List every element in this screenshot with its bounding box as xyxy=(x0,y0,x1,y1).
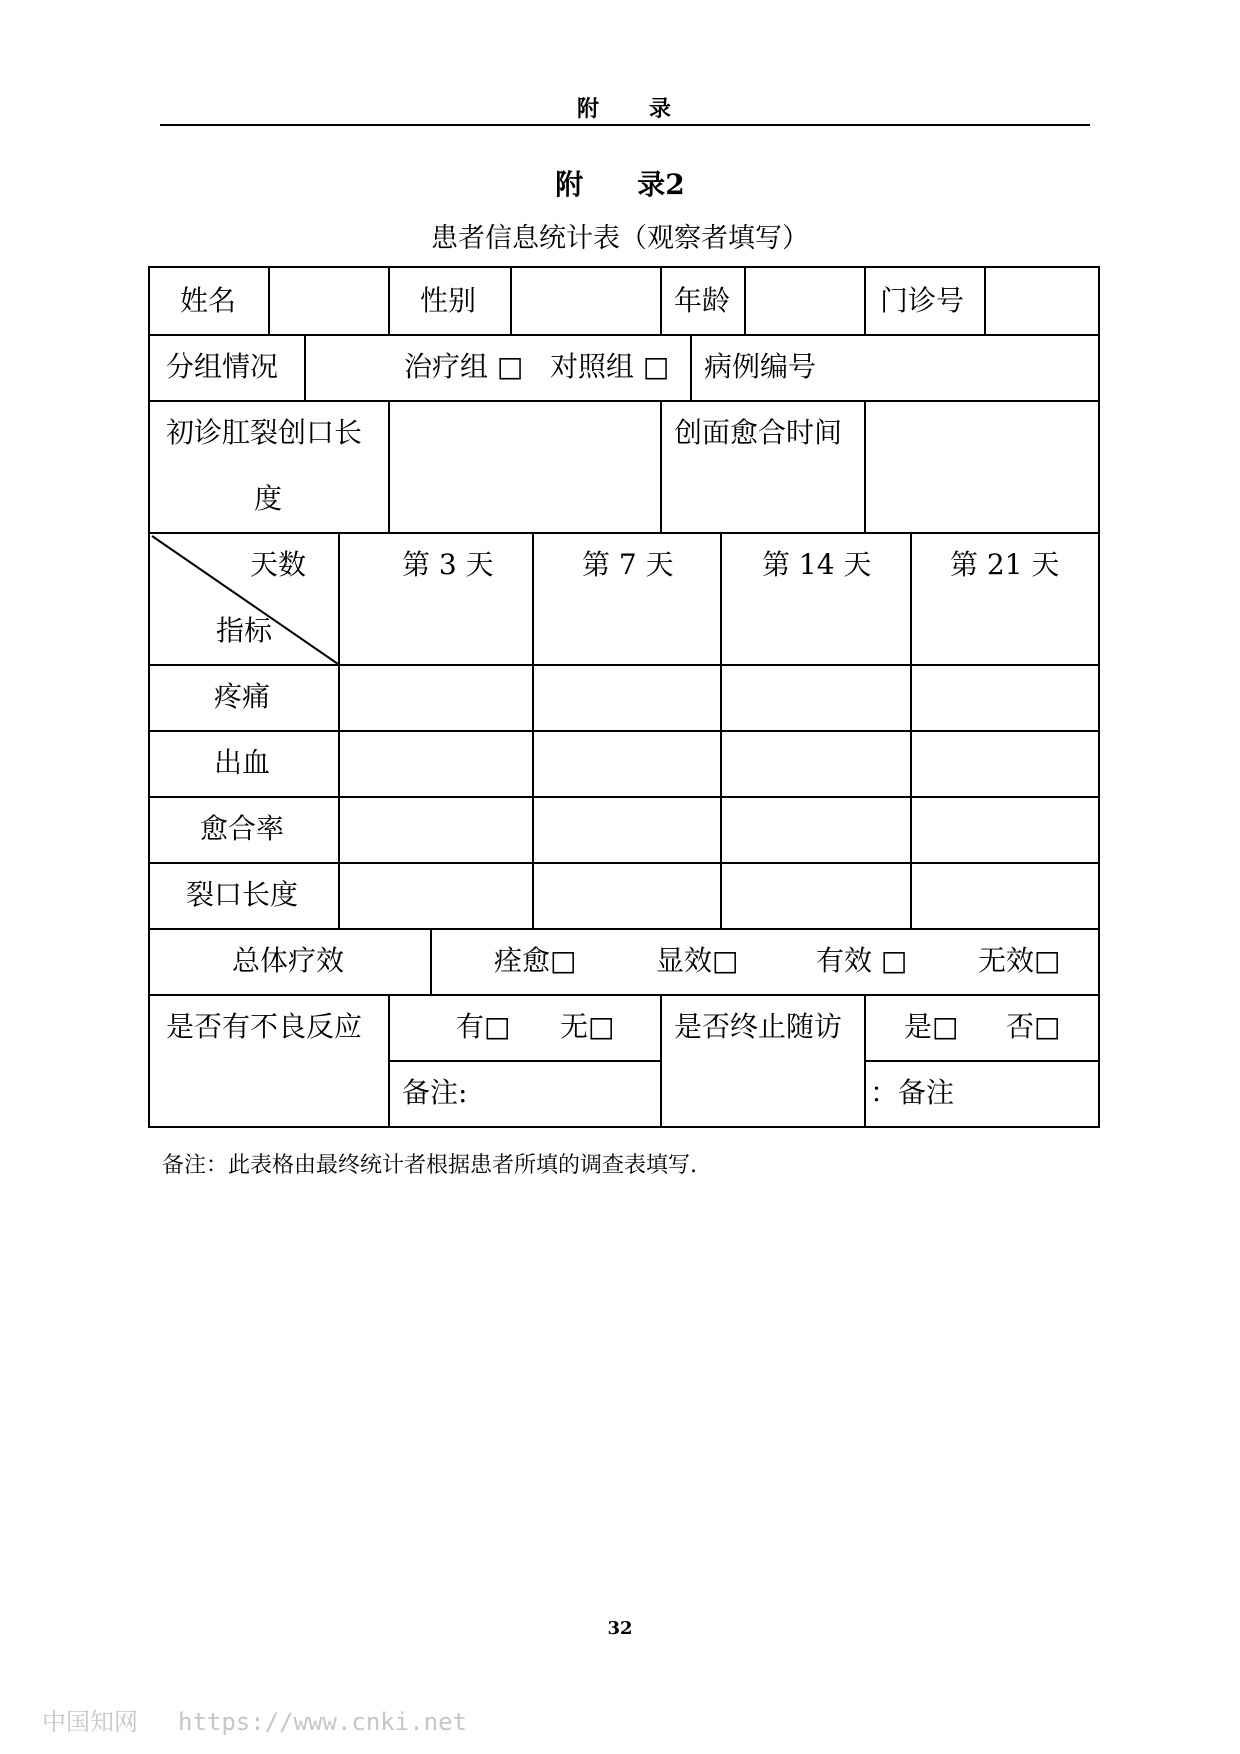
indicator-healing-rate: 愈合率 xyxy=(200,812,285,845)
adverse-yes-option[interactable]: 有□ xyxy=(456,1010,511,1043)
watermark-brand: 中国知网 xyxy=(42,1708,138,1736)
indicator-header: 指标 xyxy=(216,614,273,647)
header-rule xyxy=(160,124,1090,126)
col-line xyxy=(720,532,722,928)
running-header-right: 录 xyxy=(649,96,674,122)
col-line xyxy=(430,928,432,994)
col-line xyxy=(910,532,912,928)
group-label: 分组情况 xyxy=(166,350,279,383)
day-21-header: 第 21 天 xyxy=(950,548,1060,581)
row-line xyxy=(150,400,1098,402)
remark-left: 备注: xyxy=(402,1076,468,1109)
terminate-yes-option[interactable]: 是□ xyxy=(904,1010,959,1043)
adverse-reaction-label: 是否有不良反应 xyxy=(166,1010,363,1043)
clinic-number-label: 门诊号 xyxy=(880,284,965,317)
col-line xyxy=(388,994,390,1126)
row-line xyxy=(150,334,1098,336)
col-line xyxy=(268,268,270,334)
name-label: 姓名 xyxy=(180,284,237,317)
appendix-title-right: 录2 xyxy=(637,168,685,201)
watermark-url: https://www.cnki.net xyxy=(178,1708,467,1736)
appendix-title-left: 附 xyxy=(555,168,584,201)
running-header xyxy=(160,92,1090,123)
col-line xyxy=(744,268,746,334)
col-line xyxy=(660,268,662,334)
efficacy-marked-option[interactable]: 显效□ xyxy=(656,944,739,977)
row-line xyxy=(864,1060,1098,1062)
efficacy-effective-option[interactable]: 有效 □ xyxy=(816,944,908,977)
col-line xyxy=(984,268,986,334)
row-line xyxy=(388,1060,660,1062)
terminate-no-option[interactable]: 否□ xyxy=(1006,1010,1061,1043)
healing-time-label: 创面愈合时间 xyxy=(674,416,843,449)
page-number: 32 xyxy=(607,1618,633,1639)
row-line xyxy=(150,730,1098,732)
patient-info-form xyxy=(148,266,1100,1128)
form-subtitle: 患者信息统计表（观察者填写） xyxy=(431,223,809,254)
col-line xyxy=(304,334,306,400)
remark-right: ：备注 xyxy=(870,1076,955,1109)
treatment-group-option[interactable]: 治疗组 □ xyxy=(404,350,524,383)
days-header: 天数 xyxy=(250,548,307,581)
col-line xyxy=(510,268,512,334)
col-line xyxy=(864,400,866,532)
row-line xyxy=(150,994,1098,996)
indicator-fissure-length: 裂口长度 xyxy=(186,878,299,911)
col-line xyxy=(660,994,662,1126)
day-7-header: 第 7 天 xyxy=(582,548,674,581)
row-line xyxy=(150,928,1098,930)
col-line xyxy=(388,400,390,532)
col-line xyxy=(388,268,390,334)
col-line xyxy=(532,532,534,928)
adverse-no-option[interactable]: 无□ xyxy=(560,1010,615,1043)
appendix-title xyxy=(0,163,1240,203)
case-number-label: 病例编号 xyxy=(704,350,817,383)
age-label: 年龄 xyxy=(674,284,731,317)
col-line xyxy=(864,994,866,1126)
watermark xyxy=(42,1702,467,1737)
control-group-option[interactable]: 对照组 □ xyxy=(550,350,670,383)
gender-label: 性别 xyxy=(420,284,477,317)
indicator-bleeding: 出血 xyxy=(214,746,271,779)
col-line xyxy=(864,268,866,334)
running-header-left: 附 xyxy=(576,96,601,122)
efficacy-ineffective-option[interactable]: 无效□ xyxy=(978,944,1061,977)
day-3-header: 第 3 天 xyxy=(402,548,494,581)
efficacy-cured-option[interactable]: 痊愈□ xyxy=(494,944,577,977)
footnote: 备注：此表格由最终统计者根据患者所填的调查表填写. xyxy=(162,1153,697,1178)
col-line xyxy=(660,400,662,532)
wound-length-label: 初诊肛裂创口长 xyxy=(166,416,363,449)
row-line xyxy=(150,796,1098,798)
terminate-followup-label: 是否终止随访 xyxy=(674,1010,843,1043)
col-line xyxy=(690,334,692,400)
overall-efficacy-label: 总体疗效 xyxy=(232,944,345,977)
indicator-pain: 疼痛 xyxy=(214,680,271,713)
row-line xyxy=(150,862,1098,864)
day-14-header: 第 14 天 xyxy=(762,548,872,581)
wound-length-label-cont: 度 xyxy=(254,482,283,515)
